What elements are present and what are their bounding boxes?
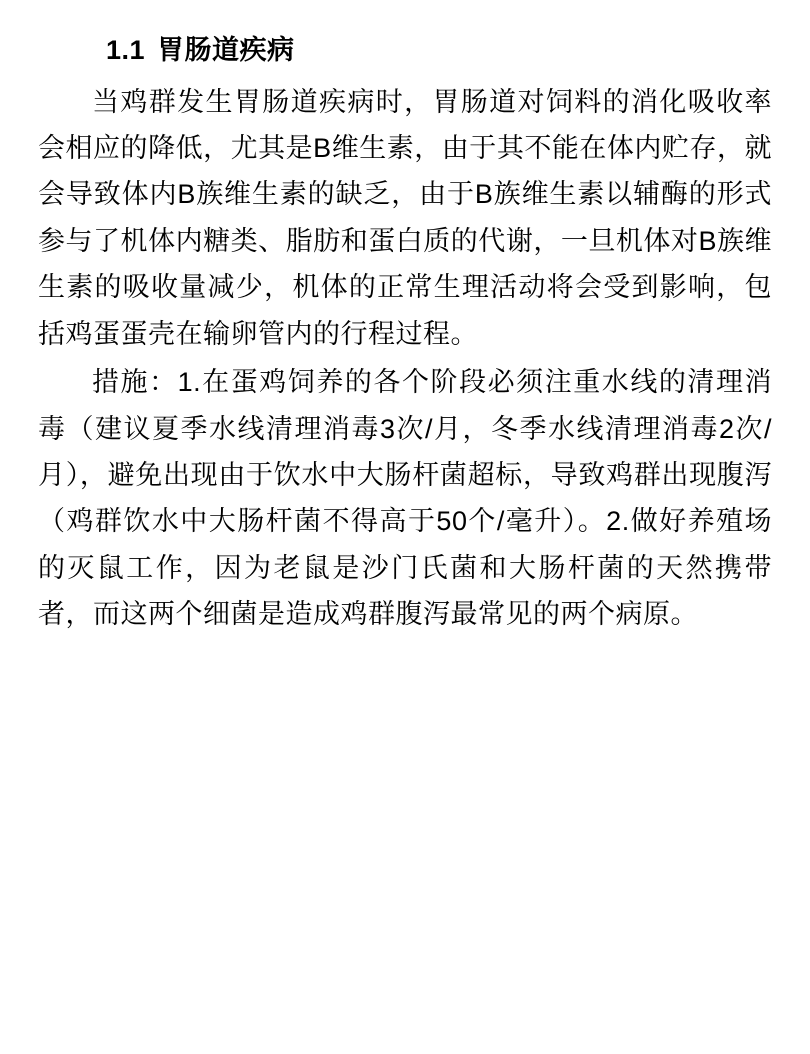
section-number: 1.1 [106, 35, 146, 65]
section-title: 胃肠道疾病 [157, 35, 295, 65]
section-heading [38, 30, 772, 71]
body-paragraph-2: 措施：1.在蛋鸡饲养的各个阶段必须注重水线的清理消毒（建议夏季水线清理消毒3次/月，冬季水线清理消毒2次/月），避免出现由于饮水中大肠杆菌超标，导致鸡群出现腹泻（鸡群饮水中大肠杆菌不得高于50个/毫升）。2.做好养殖场的灭鼠工作，因为老鼠是沙门氏菌和大肠杆菌的天然携带者，而这两个细菌是造成鸡群腹泻最常见的两个病原。 [38, 367, 772, 630]
body-paragraph-1: 当鸡群发生胃肠道疾病时，胃肠道对饲料的消化吸收率会相应的降低，尤其是B维生素，由于其不能在体内贮存，就会导致体内B族维生素的缺乏，由于B族维生素以辅酶的形式参与了机体内糖类、脂肪和蛋白质的代谢，一旦机体对B族维生素的吸收量减少，机体的正常生理活动将会受到影响，包括鸡蛋蛋壳在输卵管内的行程过程。 [38, 86, 772, 349]
